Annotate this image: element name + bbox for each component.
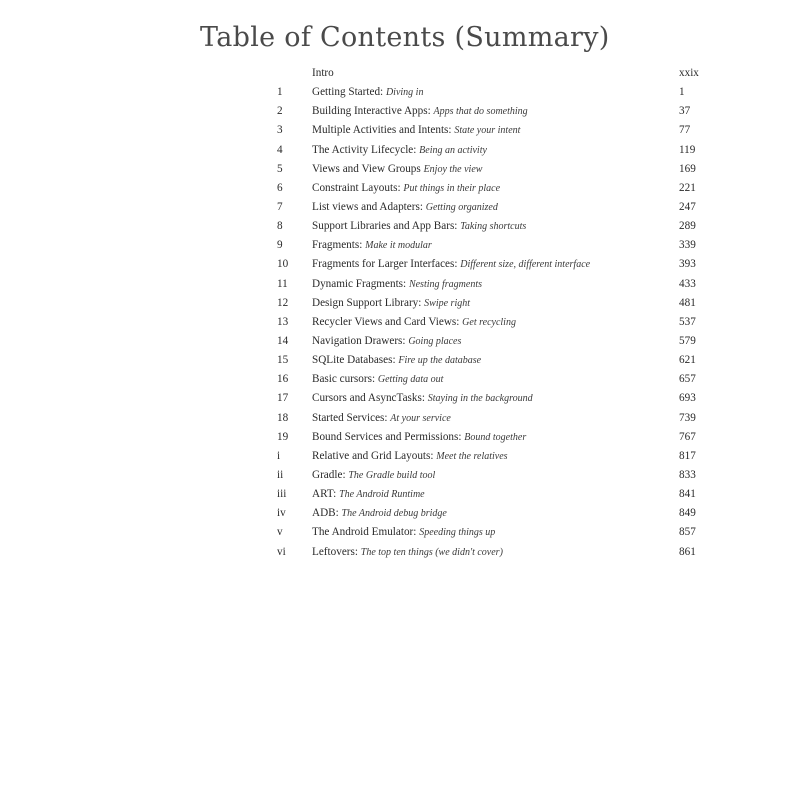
toc-row (277, 409, 732, 428)
page-number: 621 (679, 354, 696, 367)
chapter-title: Fragments for Larger Interfaces: (312, 258, 458, 271)
chapter-entry (312, 121, 677, 140)
page-title: Table of Contents (Summary) (200, 22, 610, 53)
chapter-number: 13 (277, 315, 289, 328)
toc-row (277, 447, 732, 466)
chapter-number: iv (277, 507, 286, 520)
chapter-subtitle: Going places (408, 335, 462, 347)
chapter-title: The Android Emulator: (312, 526, 417, 539)
chapter-subtitle: Apps that do something (433, 106, 528, 118)
chapter-subtitle: Put things in their place (403, 182, 501, 194)
toc-row (277, 102, 732, 121)
toc-list (277, 64, 732, 562)
chapter-entry (312, 198, 677, 217)
chapter-entry (312, 83, 677, 102)
chapter-subtitle: The Gradle build tool (348, 469, 436, 481)
toc-row (277, 313, 732, 332)
chapter-subtitle: Fire up the database (398, 355, 482, 367)
page-number: 537 (679, 315, 696, 328)
chapter-title: Design Support Library: (312, 296, 422, 309)
page-number: 739 (679, 411, 696, 424)
chapter-subtitle: Getting organized (425, 201, 498, 213)
chapter-subtitle: At your service (390, 412, 451, 424)
chapter-entry (312, 102, 677, 121)
chapter-number: 8 (277, 220, 283, 233)
chapter-number: 19 (277, 430, 289, 443)
toc-row (277, 160, 732, 179)
page-number: 169 (679, 162, 696, 175)
chapter-title: Constraint Layouts: (312, 181, 401, 194)
toc-row (277, 294, 732, 313)
page-number: 339 (679, 239, 696, 252)
toc-row (277, 351, 732, 370)
chapter-subtitle: Get recycling (462, 316, 516, 328)
page-number: 817 (679, 449, 696, 462)
chapter-entry (312, 485, 677, 504)
chapter-title: Fragments: (312, 239, 363, 252)
chapter-entry (312, 370, 677, 389)
chapter-title: Intro (312, 67, 334, 79)
chapter-number: 14 (277, 334, 289, 347)
chapter-title: Cursors and AsyncTasks: (312, 392, 425, 405)
page-number: 77 (679, 124, 691, 137)
chapter-number: 1 (277, 86, 283, 99)
toc-row (277, 332, 732, 351)
chapter-entry (312, 466, 677, 485)
toc-row (277, 523, 732, 542)
toc-row (277, 198, 732, 217)
chapter-entry (312, 504, 677, 523)
chapter-number: 17 (277, 392, 289, 405)
chapter-subtitle: The Android Runtime (339, 489, 425, 501)
chapter-subtitle: Nesting fragments (408, 278, 483, 290)
chapter-title: ART: (312, 488, 337, 501)
chapter-subtitle: State your intent (454, 125, 521, 137)
chapter-entry (312, 179, 677, 198)
chapter-subtitle: Getting data out (377, 374, 444, 386)
chapter-title: Leftovers: (312, 545, 358, 558)
page-number: 767 (679, 430, 696, 443)
page-number: 833 (679, 468, 696, 481)
chapter-entry (312, 523, 677, 542)
toc-row (277, 275, 732, 294)
toc-row (277, 370, 732, 389)
chapter-title: Gradle: (312, 468, 346, 481)
toc-row (277, 504, 732, 523)
chapter-entry (312, 141, 677, 160)
chapter-title: Support Libraries and App Bars: (312, 220, 458, 233)
page-number: 657 (679, 373, 696, 386)
chapter-entry (312, 447, 677, 466)
chapter-entry (312, 543, 677, 562)
toc-row (277, 64, 732, 83)
chapter-number: 3 (277, 124, 283, 137)
chapter-number: 11 (277, 277, 288, 290)
chapter-entry (312, 332, 677, 351)
chapter-title: Views and View Groups (312, 162, 421, 175)
toc-row (277, 121, 732, 140)
page-number: 393 (679, 258, 696, 271)
chapter-title: Getting Started: (312, 86, 384, 99)
toc-row (277, 179, 732, 198)
page-number: 693 (679, 392, 696, 405)
chapter-subtitle: Swipe right (424, 297, 471, 309)
chapter-number: v (277, 526, 283, 539)
toc-row (277, 428, 732, 447)
chapter-number: 15 (277, 354, 289, 367)
page-number: 433 (679, 277, 696, 290)
chapter-title: Relative and Grid Layouts: (312, 449, 434, 462)
toc-row (277, 83, 732, 102)
toc-row (277, 255, 732, 274)
chapter-number: i (277, 449, 281, 462)
chapter-subtitle: Meet the relatives (436, 450, 508, 462)
chapter-subtitle: Speeding things up (419, 527, 496, 539)
chapter-number: 12 (277, 296, 289, 309)
chapter-title: The Activity Lifecycle: (312, 143, 417, 156)
page-number: 289 (679, 220, 696, 233)
chapter-entry (312, 294, 677, 313)
chapter-number: 6 (277, 181, 283, 194)
chapter-entry (312, 255, 677, 274)
chapter-subtitle: Enjoy the view (423, 163, 483, 175)
toc-row (277, 389, 732, 408)
page-number: 221 (679, 181, 696, 194)
chapter-entry (312, 428, 677, 447)
page-number: 841 (679, 488, 696, 501)
chapter-subtitle: Make it modular (365, 240, 432, 252)
chapter-entry (312, 217, 677, 236)
page-number: 861 (679, 545, 696, 558)
toc-row (277, 485, 732, 504)
chapter-number: 4 (277, 143, 283, 156)
toc-row (277, 543, 732, 562)
chapter-subtitle: Taking shortcuts (460, 221, 527, 233)
page-number: 857 (679, 526, 696, 539)
chapter-number: 5 (277, 162, 283, 175)
chapter-title: SQLite Databases: (312, 354, 396, 367)
chapter-title: Bound Services and Permissions: (312, 430, 462, 443)
chapter-title: Recycler Views and Card Views: (312, 315, 460, 328)
chapter-subtitle: Diving in (385, 87, 424, 99)
chapter-entry (312, 236, 677, 255)
toc-row (277, 466, 732, 485)
toc-row (277, 217, 732, 236)
chapter-title: Building Interactive Apps: (312, 105, 431, 118)
chapter-subtitle: The Android debug bridge (341, 508, 447, 520)
chapter-entry (312, 389, 677, 408)
chapter-entry (312, 351, 677, 370)
chapter-number: vi (277, 545, 286, 558)
chapter-number: 9 (277, 239, 283, 252)
page-number: 37 (679, 105, 691, 118)
chapter-number: 10 (277, 258, 289, 271)
chapter-title: Started Services: (312, 411, 388, 424)
chapter-entry (312, 275, 677, 294)
page-number: 119 (679, 143, 696, 156)
chapter-entry (312, 409, 677, 428)
chapter-subtitle: Different size, different interface (460, 259, 591, 271)
chapter-subtitle: Bound together (464, 431, 527, 443)
chapter-title: Multiple Activities and Intents: (312, 124, 452, 137)
chapter-title: ADB: (312, 507, 339, 520)
chapter-number: 2 (277, 105, 283, 118)
chapter-entry (312, 313, 677, 332)
chapter-number: ii (277, 468, 284, 481)
page-number: 1 (679, 86, 685, 99)
chapter-number: 7 (277, 200, 283, 213)
chapter-entry (312, 64, 677, 83)
chapter-subtitle: The top ten things (we didn't cover) (360, 546, 503, 558)
chapter-title: Basic cursors: (312, 373, 376, 386)
chapter-number: 16 (277, 373, 289, 386)
chapter-number: 18 (277, 411, 289, 424)
chapter-subtitle: Staying in the background (427, 393, 533, 405)
page-number: 849 (679, 507, 696, 520)
chapter-number: iii (277, 488, 287, 501)
page-number: 481 (679, 296, 696, 309)
toc-row (277, 236, 732, 255)
chapter-subtitle: Being an activity (419, 144, 487, 156)
chapter-title: Dynamic Fragments: (312, 277, 407, 290)
toc-row (277, 141, 732, 160)
chapter-title: List views and Adapters: (312, 200, 423, 213)
page-number: 579 (679, 334, 696, 347)
page-number: 247 (679, 200, 696, 213)
chapter-entry (312, 160, 677, 179)
page-number: xxix (679, 67, 699, 79)
chapter-title: Navigation Drawers: (312, 334, 406, 347)
